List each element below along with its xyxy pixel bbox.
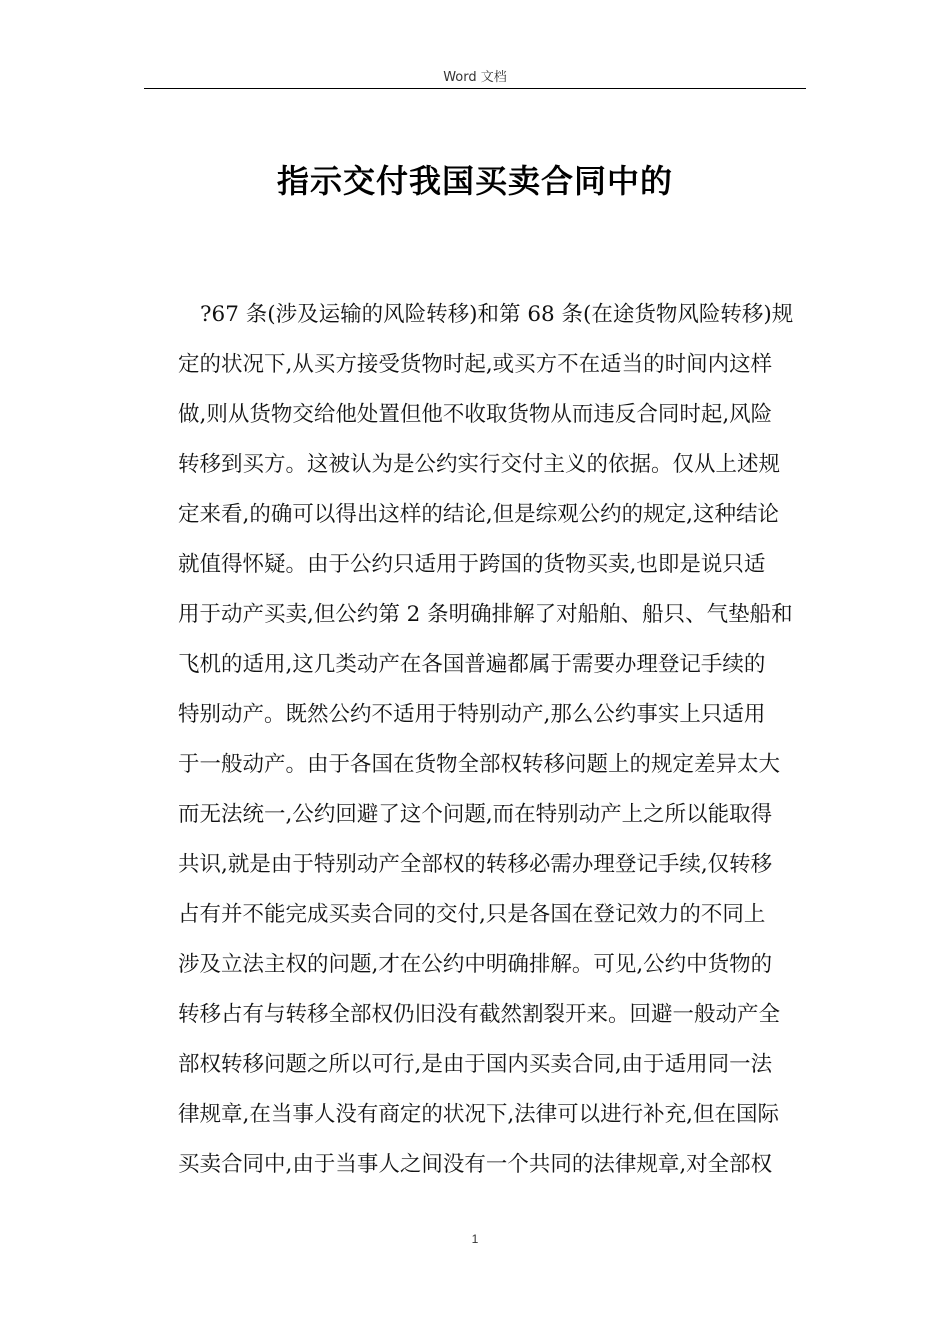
body-line: 共识,就是由于特别动产全部权的转移必需办理登记手续,仅转移 xyxy=(178,852,773,877)
document-body xyxy=(178,290,806,1190)
body-line: 就值得怀疑。由于公约只适用于跨国的货物买卖,也即是说只适 xyxy=(178,552,766,577)
body-line: 律规章,在当事人没有商定的状况下,法律可以进行补充,但在国际 xyxy=(178,1102,780,1127)
header-divider xyxy=(144,88,806,89)
body-line: ?67 条(涉及运输的风险转移)和第 68 条(在途货物风险转移)规 xyxy=(200,302,794,327)
body-line: 定的状况下,从买方接受货物时起,或买方不在适当的时间内这样 xyxy=(178,352,773,377)
body-line: 转移占有与转移全部权仍旧没有截然割裂开来。回避一般动产全 xyxy=(178,1002,781,1027)
body-line: 用于动产买卖,但公约第 2 条明确排解了对船舶、船只、气垫船和 xyxy=(178,602,793,627)
body-line: 定来看,的确可以得出这样的结论,但是综观公约的规定,这种结论 xyxy=(178,502,780,527)
body-line: 转移到买方。这被认为是公约实行交付主义的依据。仅从上述规 xyxy=(178,452,781,477)
body-line: 做,则从货物交给他处置但他不收取货物从而违反合同时起,风险 xyxy=(178,402,773,427)
page-header-label: Word 文档 xyxy=(443,70,507,85)
body-line: 占有并不能完成买卖合同的交付,只是各国在登记效力的不同上 xyxy=(178,902,766,927)
body-line: 飞机的适用,这几类动产在各国普遍都属于需要办理登记手续的 xyxy=(178,652,766,677)
page-number: 1 xyxy=(471,1232,479,1246)
document-title: 指示交付我国买卖合同中的 xyxy=(276,162,673,200)
body-line: 特别动产。既然公约不适用于特别动产,那么公约事实上只适用 xyxy=(178,702,766,727)
body-line: 部权转移问题之所以可行,是由于国内买卖合同,由于适用同一法 xyxy=(178,1052,773,1077)
body-line: 而无法统一,公约回避了这个问题,而在特别动产上之所以能取得 xyxy=(178,802,773,827)
body-line: 买卖合同中,由于当事人之间没有一个共同的法律规章,对全部权 xyxy=(178,1152,773,1177)
body-line: 于一般动产。由于各国在货物全部权转移问题上的规定差异太大 xyxy=(178,752,781,777)
body-line: 涉及立法主权的问题,才在公约中明确排解。可见,公约中货物的 xyxy=(178,952,773,977)
